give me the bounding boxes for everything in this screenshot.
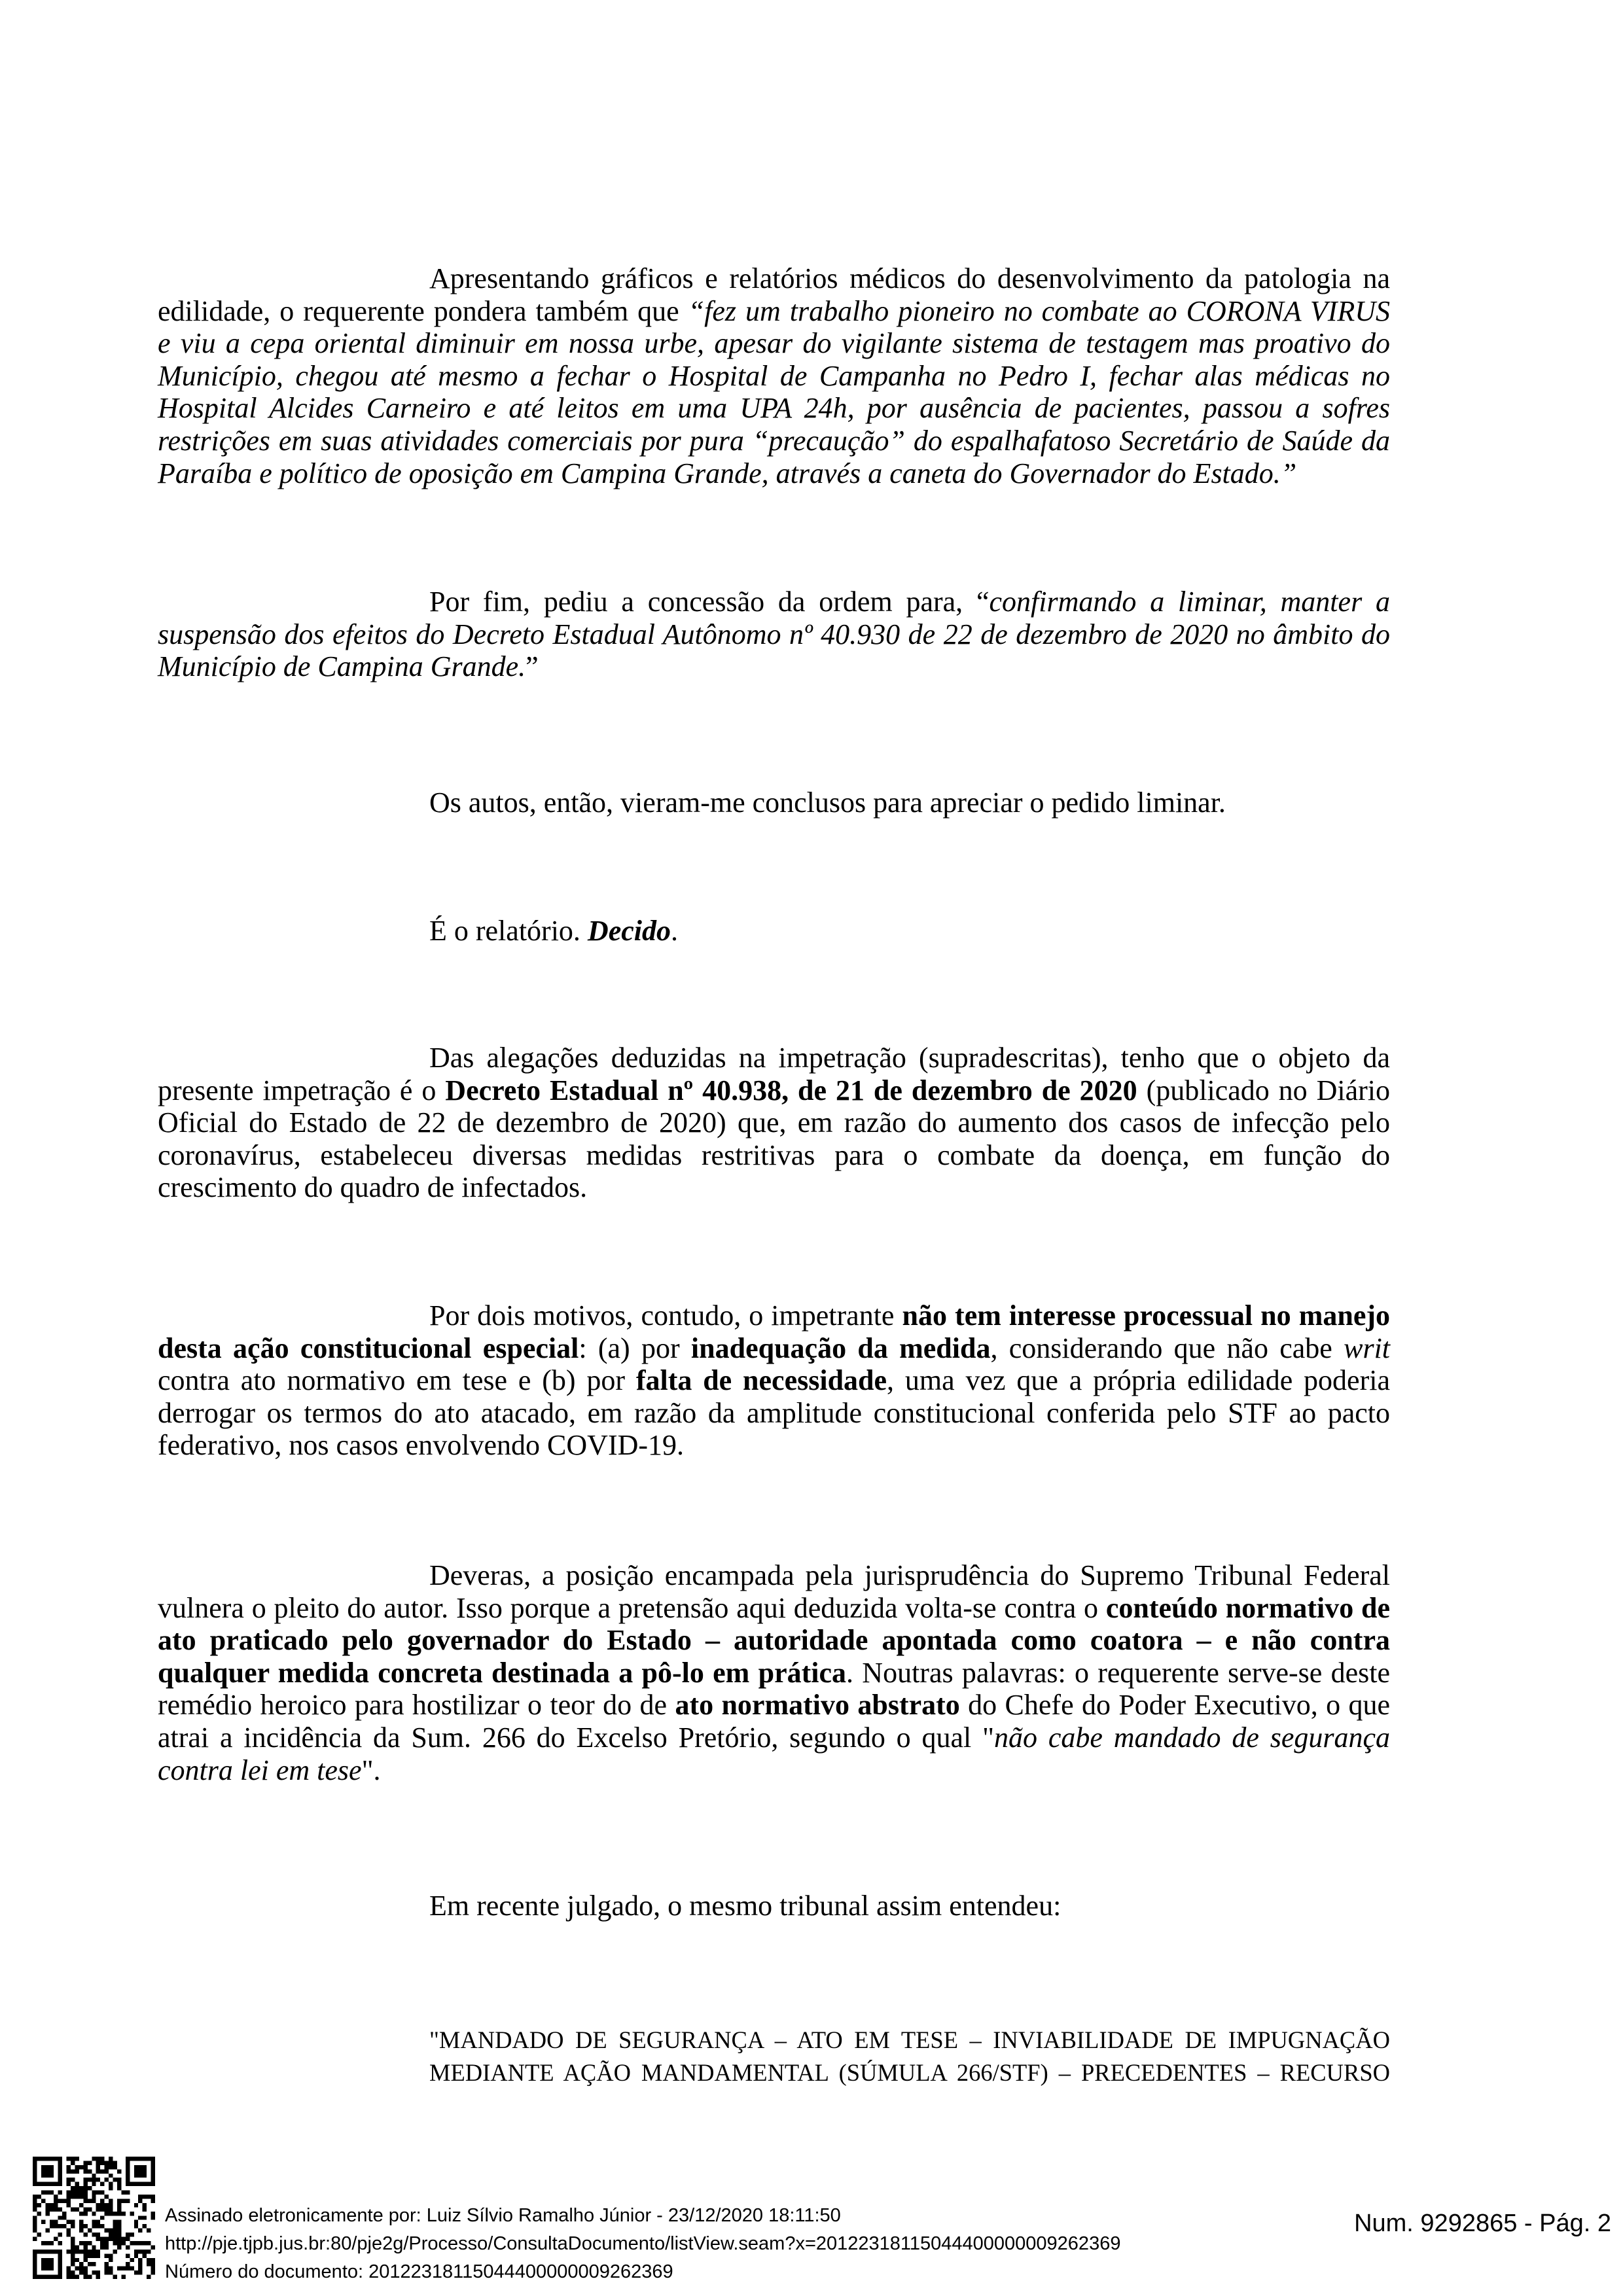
- line-content: [158, 360, 1390, 393]
- text-line: [158, 586, 1390, 618]
- text-run: atrai a incidência da Sum. 266 do Excelso Pretório, segundo o qual ": [158, 1721, 995, 1754]
- line-content: [158, 1332, 1390, 1365]
- text-line: [158, 1042, 1390, 1074]
- line-content: [158, 327, 1390, 360]
- line-content: [158, 425, 1390, 457]
- text-run: Das alegações deduzidas na impetração (supradescritas), tenho que o objeto da: [429, 1042, 1390, 1074]
- text-line: [429, 2024, 1390, 2057]
- text-line: [158, 1657, 1390, 1689]
- emphasized-text: não cabe mandado de segurança: [994, 1721, 1391, 1754]
- text-run: : (a) por: [579, 1332, 691, 1364]
- line-content: [429, 2057, 1390, 2089]
- emphasized-text: restrições em suas atividades comerciais por pura “precaução” do espalhafatoso Secretário de Saúde da: [158, 424, 1390, 457]
- emphasized-text: falta de necessidade: [635, 1364, 887, 1397]
- text-run: , considerando que não cabe: [990, 1332, 1344, 1364]
- text-run: , uma vez que a própria edilidade poderia: [887, 1364, 1390, 1397]
- text-line: [158, 1106, 1390, 1139]
- emphasized-text: writ: [1344, 1332, 1391, 1364]
- line-content: [158, 1722, 1390, 1754]
- text-run: Os autos, então, vieram-me conclusos para apreciar o pedido liminar.: [429, 786, 1226, 819]
- text-line: [158, 1890, 1390, 1922]
- emphasized-text: suspensão dos efeitos do Decreto Estadual Autônomo nº 40.930 de 22 de dezembro de 2020 no âmbito do: [158, 618, 1390, 650]
- paragraph: [158, 1299, 1390, 1462]
- line-content: [429, 586, 1390, 618]
- text-line: [158, 1171, 1390, 1204]
- text-line: [158, 1074, 1390, 1107]
- paragraph: [158, 786, 1390, 819]
- line-content: [158, 1689, 1390, 1722]
- text-run: derrogar os termos do ato atacado, em razão da amplitude constitucional conferida pelo STF ao pacto: [158, 1396, 1390, 1429]
- text-run: É o relatório.: [429, 915, 588, 947]
- text-run: vulnera o pleito do autor. Isso porque a pretensão aqui deduzida volta-se contra o: [158, 1591, 1106, 1624]
- line-content: [429, 262, 1390, 295]
- text-line: [158, 786, 1390, 819]
- line-content: [158, 1592, 1390, 1625]
- text-line: [158, 618, 1390, 651]
- emphasized-text: contra lei em tese: [158, 1754, 362, 1786]
- text-run: crescimento do quadro de infectados.: [158, 1171, 588, 1204]
- text-line: [158, 425, 1390, 457]
- text-line: [158, 1754, 1390, 1787]
- emphasized-text: qualquer medida concreta destinada a pô-lo em prática: [158, 1656, 847, 1689]
- line-content: [429, 2024, 1390, 2057]
- block-quote: [429, 2024, 1390, 2089]
- line-content: [429, 1559, 1390, 1592]
- text-line: [158, 1429, 1390, 1462]
- emphasized-text: Hospital Alcides Carneiro e até leitos em uma UPA 24h, por ausência de pacientes, passou a sofres: [158, 392, 1390, 425]
- paragraph: [158, 1042, 1390, 1204]
- text-line: [158, 1332, 1390, 1365]
- line-content: [158, 1429, 684, 1462]
- document-url-link[interactable]: http://pje.tjpb.jus.br:80/pje2g/Processo/ConsultaDocumento/listView.seam?x=20122318115044400000009262369: [165, 2233, 1121, 2254]
- emphasized-text: “fez um trabalho pioneiro no combate ao CORONA VIRUS: [688, 294, 1390, 327]
- text-line: [158, 262, 1390, 295]
- line-content: [158, 650, 539, 683]
- paragraph: [158, 586, 1390, 683]
- text-line: [158, 1722, 1390, 1754]
- emphasized-text: não tem interesse processual no manejo: [902, 1299, 1391, 1332]
- page-number-label: Num. 9292865 - Pág. 2: [1354, 2210, 1611, 2237]
- text-line: [158, 327, 1390, 360]
- text-run: Apresentando gráficos e relatórios médicos do desenvolvimento da patologia na: [429, 262, 1390, 294]
- document-number: Número do documento: 20122318115044400000009262369: [165, 2261, 673, 2282]
- text-line: [158, 1592, 1390, 1625]
- line-content: [158, 1657, 1390, 1689]
- emphasized-text: ato normativo abstrato: [675, 1689, 960, 1722]
- emphasized-text: Paraíba e político de oposição em Campina Grande, através a caneta do Governador do Estado.”: [158, 457, 1297, 489]
- text-run: do Chefe do Poder Executivo, o que: [959, 1689, 1391, 1722]
- text-run: contra ato normativo em tese e (b) por: [158, 1364, 636, 1397]
- text-line: [158, 1559, 1390, 1592]
- emphasized-text: Decreto Estadual nº 40.938, de 21 de dezembro de 2020: [445, 1074, 1137, 1106]
- line-content: [158, 457, 1296, 490]
- emphasized-text: Município de Campina Grande.: [158, 650, 526, 683]
- text-line: [158, 1364, 1390, 1397]
- text-line: [158, 457, 1390, 490]
- paragraph: [158, 915, 1390, 947]
- emphasized-text: confirmando a liminar, manter a: [989, 586, 1390, 618]
- line-content: [158, 1754, 381, 1787]
- text-run: Por dois motivos, contudo, o impetrante: [429, 1299, 902, 1332]
- line-content: [429, 786, 1226, 819]
- electronic-signature-info: Assinado eletronicamente por: Luiz Sílvio Ramalho Júnior - 23/12/2020 18:11:50: [165, 2205, 841, 2226]
- line-content: [429, 1042, 1390, 1074]
- text-run: federativo, nos casos envolvendo COVID-19.: [158, 1429, 685, 1462]
- line-content: [158, 1074, 1390, 1107]
- emphasized-text: inadequação da medida: [690, 1332, 991, 1364]
- emphasized-text: desta ação constitucional especial: [158, 1332, 579, 1364]
- text-run: ”: [526, 650, 539, 683]
- text-run: MEDIANTE AÇÃO MANDAMENTAL (SÚMULA 266/STF) – PRECEDENTES – RECURSO: [429, 2058, 1390, 2086]
- line-content: [429, 1299, 1390, 1332]
- qr-code-icon: [33, 2157, 155, 2279]
- text-line: [158, 360, 1390, 393]
- line-content: [158, 1624, 1390, 1657]
- text-run: Oficial do Estado de 22 de dezembro de 2020) que, em razão do aumento dos casos de infecção pelo: [158, 1106, 1390, 1139]
- emphasized-text: e viu a cepa oriental diminuir em nossa urbe, apesar do vigilante sistema de testagem mas proativo do: [158, 327, 1390, 360]
- signature-footer: [165, 2202, 1120, 2286]
- line-content: [158, 1171, 587, 1204]
- text-line: [158, 295, 1390, 328]
- text-line: [158, 915, 1390, 947]
- text-run: Por fim, pediu a concessão da ordem para, “: [429, 586, 990, 618]
- line-content: [429, 1890, 1061, 1922]
- text-line: [158, 1397, 1390, 1430]
- line-content: [158, 392, 1390, 425]
- text-run: presente impetração é o: [158, 1074, 446, 1106]
- paragraph: [158, 1890, 1390, 1922]
- text-run: "MANDADO DE SEGURANÇA – ATO EM TESE – INVIABILIDADE DE IMPUGNAÇÃO: [429, 2026, 1390, 2053]
- text-run: remédio heroico para hostilizar o teor do de: [158, 1689, 675, 1722]
- text-run: coronavírus, estabeleceu diversas medidas restritivas para o combate da doença, em função do: [158, 1139, 1390, 1171]
- text-run: Em recente julgado, o mesmo tribunal assim entendeu:: [429, 1890, 1061, 1922]
- text-line: [158, 1624, 1390, 1657]
- text-line: [158, 650, 1390, 683]
- line-content: [158, 295, 1390, 328]
- text-line: [158, 1689, 1390, 1722]
- line-content: [158, 1397, 1390, 1430]
- text-run: (publicado no Diário: [1137, 1074, 1391, 1106]
- text-line: [429, 2057, 1390, 2089]
- text-run: Deveras, a posição encampada pela jurisprudência do Supremo Tribunal Federal: [429, 1559, 1390, 1591]
- line-content: [158, 1364, 1390, 1397]
- text-run: edilidade, o requerente pondera também que: [158, 294, 688, 327]
- text-run: ".: [361, 1754, 381, 1786]
- text-run: .: [670, 915, 678, 947]
- line-content: [429, 915, 678, 947]
- emphasized-text: Decido: [587, 915, 671, 947]
- line-content: [158, 618, 1390, 651]
- paragraph: [158, 1559, 1390, 1786]
- text-line: [158, 1139, 1390, 1172]
- text-line: [158, 1299, 1390, 1332]
- emphasized-text: ato praticado pelo governador do Estado – autoridade apontada como coatora – e não contra: [158, 1624, 1390, 1657]
- text-line: [158, 392, 1390, 425]
- line-content: [158, 1139, 1390, 1172]
- emphasized-text: conteúdo normativo de: [1105, 1591, 1390, 1624]
- line-content: [158, 1106, 1390, 1139]
- emphasized-text: Município, chegou até mesmo a fechar o Hospital de Campanha no Pedro I, fechar alas médicas no: [158, 359, 1390, 392]
- paragraph: [158, 262, 1390, 489]
- text-run: . Noutras palavras: o requerente serve-se deste: [846, 1656, 1391, 1689]
